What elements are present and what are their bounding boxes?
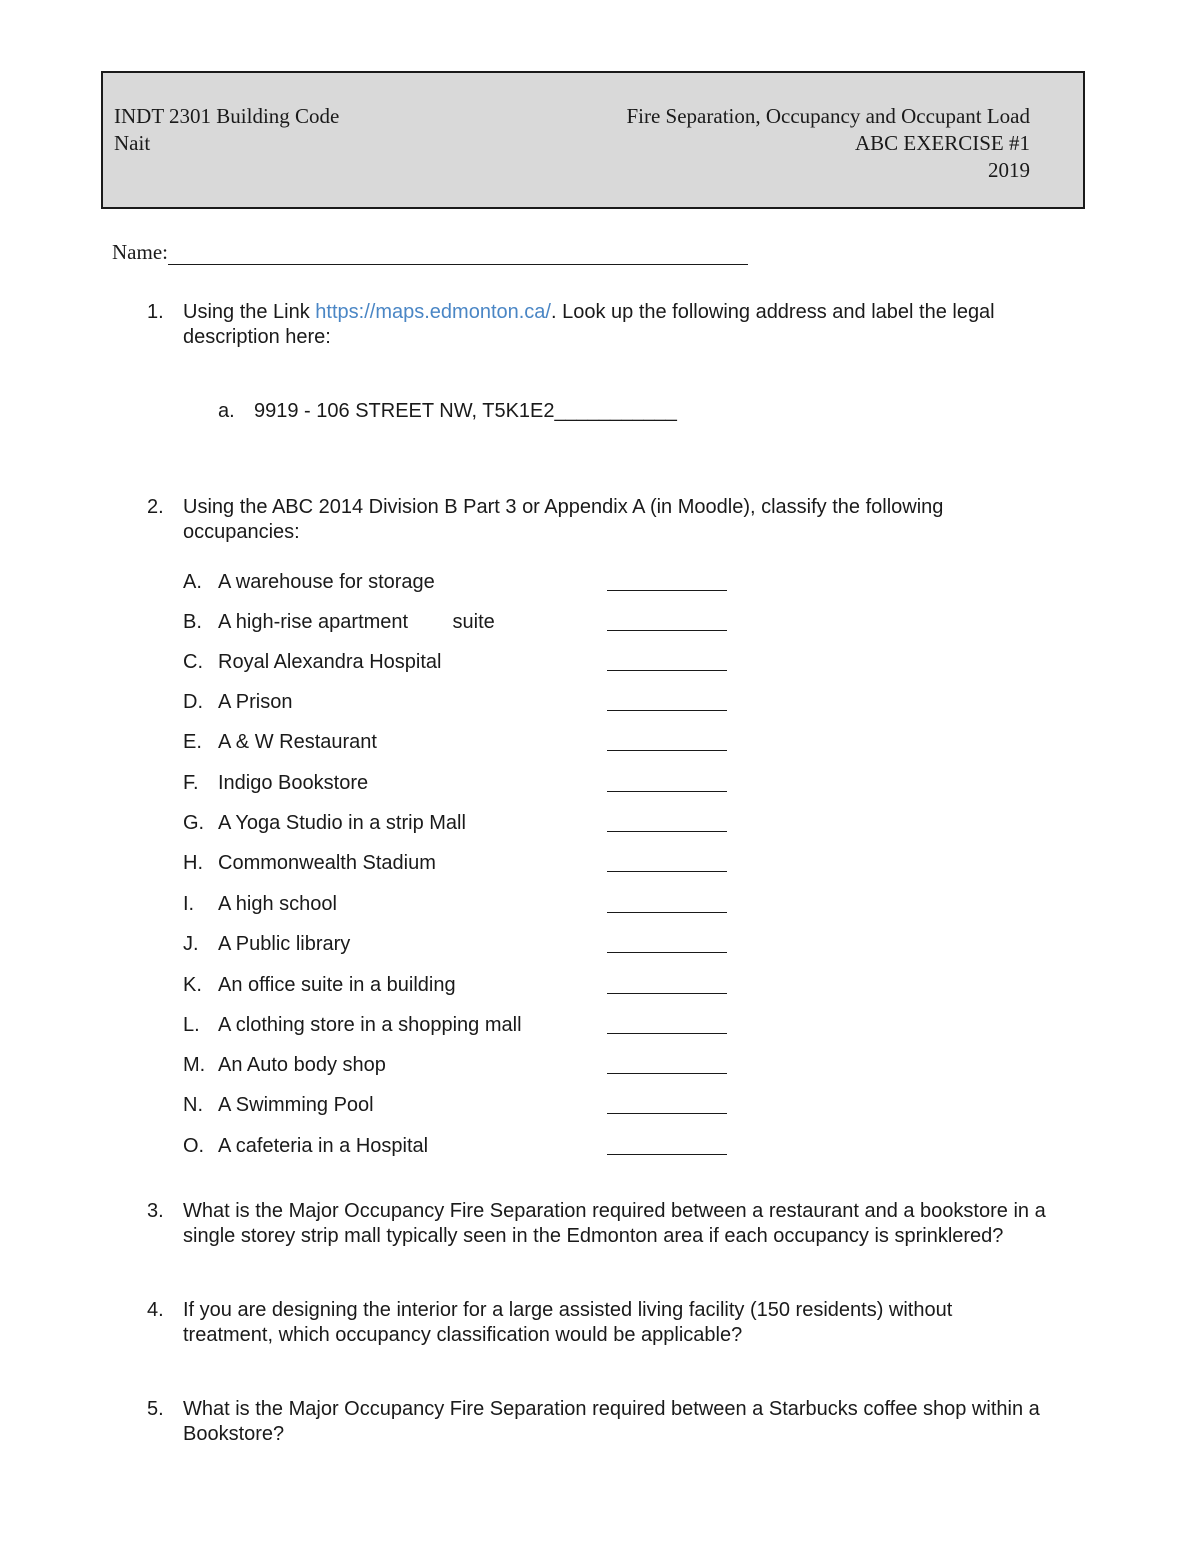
- list-item: A. A warehouse for storage: [183, 570, 743, 595]
- question-5: [0, 1397, 1200, 1452]
- question-number: 1.: [147, 301, 164, 323]
- list-item: O. A cafeteria in a Hospital: [183, 1134, 743, 1159]
- name-field: [112, 240, 748, 265]
- answer-blank[interactable]: [607, 912, 727, 913]
- address-text: 9919 - 106 STREET NW, T5K1E2___________: [254, 400, 677, 422]
- list-item: G. A Yoga Studio in a strip Mall: [183, 811, 743, 836]
- list-item: J. A Public library: [183, 932, 743, 957]
- question-number: 2.: [147, 496, 164, 518]
- answer-blank[interactable]: [607, 1073, 727, 1074]
- question-text: What is the Major Occupancy Fire Separation required between a restaurant and a bookstore in a single storey strip mall typically seen in the Edmonton area if each occupancy is sprinklered?: [183, 1200, 1046, 1247]
- list-item: F. Indigo Bookstore: [183, 771, 743, 796]
- course-title: INDT 2301 Building Code: [114, 104, 340, 128]
- list-item: D. A Prison: [183, 690, 743, 715]
- header-right: [626, 103, 1030, 184]
- question-text: Using the ABC 2014 Division B Part 3 or Appendix A (in Moodle), classify the following occupancies:: [183, 496, 944, 543]
- document-header: [101, 71, 1085, 209]
- list-item: N. A Swimming Pool: [183, 1093, 743, 1118]
- question-number: 4.: [147, 1299, 164, 1321]
- answer-blank[interactable]: [607, 710, 727, 711]
- list-item: M. An Auto body shop: [183, 1053, 743, 1078]
- answer-blank[interactable]: [607, 831, 727, 832]
- year: 2019: [988, 158, 1030, 182]
- sub-question-a: [218, 400, 677, 423]
- question-text: What is the Major Occupancy Fire Separation required between a Starbucks coffee shop within a Bookstore?: [183, 1398, 1040, 1445]
- question-number: 5.: [147, 1398, 164, 1420]
- question-text: If you are designing the interior for a large assisted living facility (150 residents) without treatment, which occupancy classification would be applicable?: [183, 1299, 953, 1346]
- topic-title: Fire Separation, Occupancy and Occupant Load: [626, 104, 1030, 128]
- answer-blank[interactable]: [607, 1033, 727, 1034]
- question-1: [0, 300, 1200, 360]
- question-2: [0, 495, 1200, 555]
- question-text: Using the Link https://maps.edmonton.ca/. Look up the following address and label the legal description here:: [183, 301, 995, 348]
- list-item: K. An office suite in a building: [183, 973, 743, 998]
- maps-link[interactable]: https://maps.edmonton.ca/: [315, 301, 551, 323]
- exercise-title: ABC EXERCISE #1: [854, 131, 1030, 155]
- name-blank-line[interactable]: [168, 240, 748, 265]
- institution: Nait: [114, 131, 151, 155]
- header-left: [114, 103, 339, 157]
- list-item: C. Royal Alexandra Hospital: [183, 650, 743, 675]
- list-item: L. A clothing store in a shopping mall: [183, 1013, 743, 1038]
- answer-blank[interactable]: [607, 630, 727, 631]
- answer-blank[interactable]: [607, 1154, 727, 1155]
- answer-blank[interactable]: [607, 791, 727, 792]
- sub-question-label: a.: [218, 400, 235, 422]
- answer-blank[interactable]: [607, 750, 727, 751]
- answer-blank[interactable]: [607, 670, 727, 671]
- answer-blank[interactable]: [607, 590, 727, 591]
- question-number: 3.: [147, 1200, 164, 1222]
- question-4: [0, 1298, 1200, 1353]
- name-label: Name:: [112, 240, 168, 264]
- answer-blank[interactable]: [607, 871, 727, 872]
- list-item: E. A & W Restaurant: [183, 730, 743, 755]
- list-item: B. A high-rise apartment suite: [183, 610, 743, 635]
- list-item: H. Commonwealth Stadium: [183, 851, 743, 876]
- answer-blank[interactable]: [607, 1113, 727, 1114]
- answer-blank[interactable]: [607, 993, 727, 994]
- question-3: [0, 1199, 1200, 1279]
- list-item: I. A high school: [183, 892, 743, 917]
- answer-blank[interactable]: [607, 952, 727, 953]
